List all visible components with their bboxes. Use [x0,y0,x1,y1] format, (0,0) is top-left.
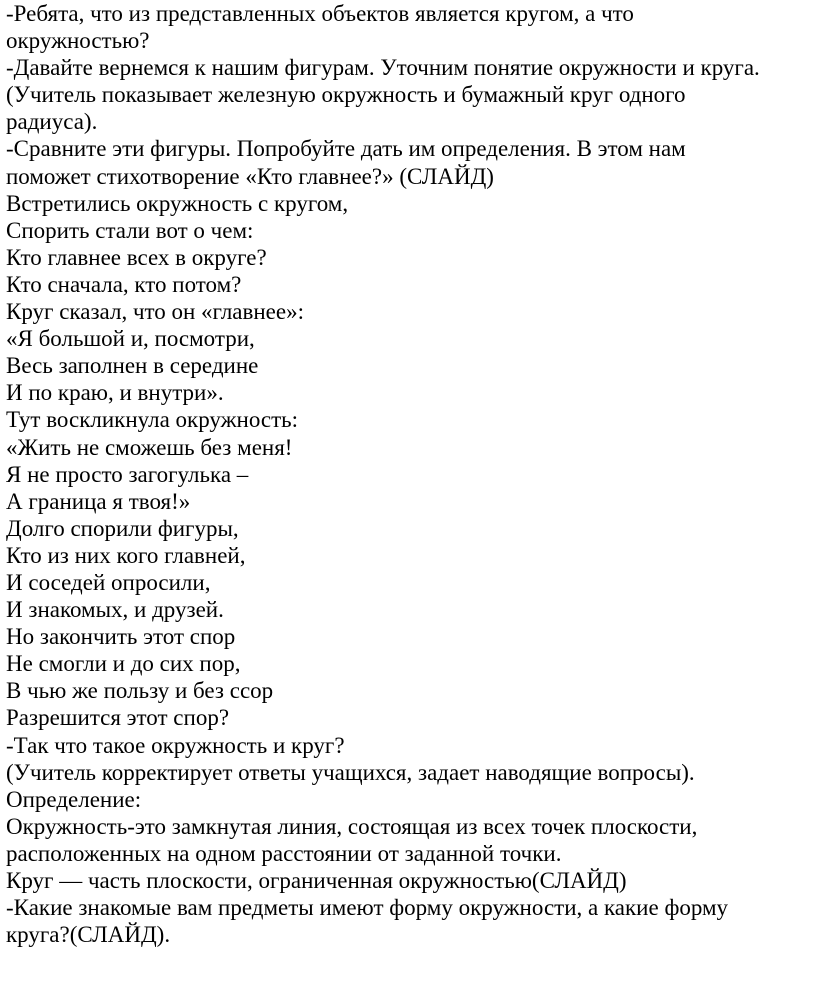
text-line: (Учитель корректирует ответы учащихся, задает наводящие вопросы). [6,759,695,785]
definition-heading: Определение: [6,786,142,812]
definition-line: Круг — часть плоскости, ограниченная окружностью(СЛАЙД) [6,868,627,893]
poem-line: Долго спорили фигуры, [6,515,239,541]
poem-line: Разрешится этот спор? [6,705,230,731]
poem-line: «Я большой и, посмотри, [6,326,255,352]
text-line: окружностью? [6,28,150,54]
poem-line: В чью же пользу и без ссор [6,678,274,704]
poem-line: Спорить стали вот о чем: [6,217,254,243]
poem-line: Кто сначала, кто потом? [6,271,242,297]
question-line: -Какие знакомые вам предметы имеют форму окружности, а какие форму [6,895,729,921]
poem-line: И соседей опросили, [6,569,211,595]
definition-line: расположенных на одном расстоянии от заданной точки. [6,840,562,866]
poem-line: Не смогли и до сих пор, [6,651,241,677]
text-line: -Сравните эти фигуры. Попробуйте дать им определения. В этом нам [6,136,686,162]
poem-line: И знакомых, и друзей. [6,597,224,623]
poem-line: Я не просто загогулька – [6,461,249,487]
text-line: -Ребята, что из представленных объектов является кругом, а что [6,1,634,26]
poem-line: А граница я твоя!» [6,488,191,514]
text-line: радиуса). [6,109,98,135]
poem-line: «Жить не сможешь без меня! [6,434,293,460]
text-line: поможет стихотворение «Кто главнее?» (СЛАЙД) [6,163,494,189]
question-line: круга?(СЛАЙД). [6,922,171,948]
poem-line: Тут воскликнула окружность: [6,407,299,433]
poem-line: Круг сказал, что он «главнее»: [6,299,304,325]
poem-line: Кто главнее всех в округе? [6,244,267,270]
poem-line: И по краю, и внутри». [6,380,224,406]
text-line: -Так что такое окружность и круг? [6,732,345,758]
definition-line: Окружность-это замкнутая линия, состоящая из всех точек плоскости, [6,813,698,839]
text-line: -Давайте вернемся к нашим фигурам. Уточним понятие окружности и круга. [6,55,760,81]
text-line: (Учитель показывает железную окружность и бумажный круг одного [6,82,686,108]
poem-line: Кто из них кого главней, [6,542,246,568]
poem-line: Весь заполнен в середине [6,353,259,379]
poem-line: Но закончить этот спор [6,624,236,650]
poem-line: Встретились окружность с кругом, [6,190,349,216]
